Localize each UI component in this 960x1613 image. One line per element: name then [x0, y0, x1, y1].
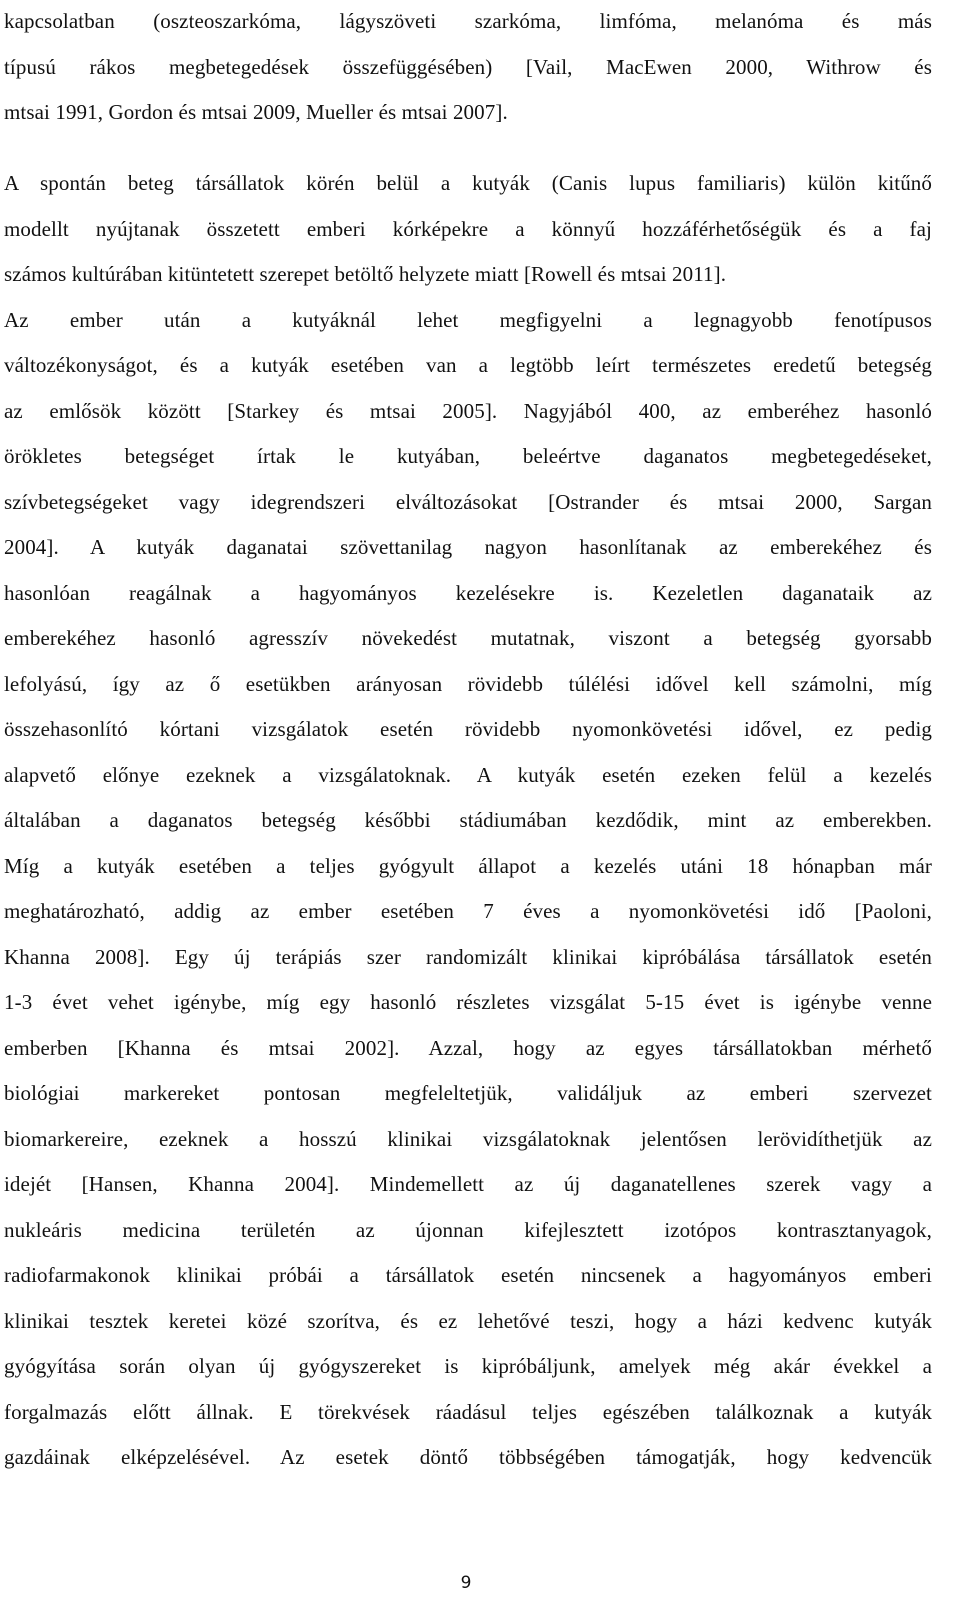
text-line: emberben [Khanna és mtsai 2002]. Azzal, hogy az egyes társállatokban mérhető [4, 1035, 932, 1060]
text-line: biomarkereire, ezeknek a hosszú klinikai vizsgálatoknak jelentősen lerövidíthetjük az [4, 1126, 932, 1151]
text-line: örökletes betegséget írtak le kutyában, beleértve daganatos megbetegedéseket, [4, 444, 932, 468]
page-number: 9 [460, 1573, 472, 1593]
text-line: mtsai 1991, Gordon és mtsai 2009, Mueller és mtsai 2007]. [4, 100, 508, 124]
text-line: A spontán beteg társállatok körén belül a kutyák (Canis lupus familiaris) külön kitűnő [4, 171, 932, 195]
text-line: biológiai markereket pontosan megfeleltetjük, validáljuk az emberi szervezet [4, 1081, 932, 1105]
text-line: Khanna 2008]. Egy új terápiás szer randomizált klinikai kipróbálása társállatok esetén [4, 944, 932, 969]
text-line: klinikai tesztek keretei közé szorítva, és ez lehetővé teszi, hogy a házi kedvenc kutyák [4, 1308, 932, 1333]
text-line: meghatározható, addig az ember esetében 7 éves a nyomonkövetési idő [Paoloni, [4, 899, 932, 923]
text-line: típusú rákos megbetegedések összefüggésében) [Vail, MacEwen 2000, Withrow és [4, 54, 932, 79]
text-line: általában a daganatos betegség későbbi stádiumában kezdődik, mint az emberekben. [4, 808, 932, 832]
text-line: gyógyítása során olyan új gyógyszereket is kipróbáljunk, amelyek még akár évekkel a [4, 1354, 932, 1378]
text-line: lefolyású, így az ő esetükben arányosan rövidebb túlélési idővel kell számolni, míg [4, 671, 932, 696]
text-line: nukleáris medicina területén az újonnan kifejlesztett izotópos kontrasztanyagok, [4, 1217, 932, 1242]
text-line: számos kultúrában kitüntetett szerepet betöltő helyzete miatt [Rowell és mtsai 2011]. [4, 262, 727, 286]
text-line: gazdáinak elképzelésével. Az esetek döntő többségében támogatják, hogy kedvencük [4, 1445, 932, 1469]
text-line: hasonlóan reagálnak a hagyományos kezelésekre is. Kezeletlen daganataik az [4, 580, 932, 605]
text-line: emberekéhez hasonló agresszív növekedést mutatnak, viszont a betegség gyorsabb [4, 626, 932, 650]
text-line: Az ember után a kutyáknál lehet megfigyelni a legnagyobb fenotípusos [4, 307, 932, 332]
paragraph-2 [4, 161, 932, 1481]
text-line: 2004]. A kutyák daganatai szövettanilag nagyon hasonlítanak az emberekéhez és [4, 535, 932, 559]
text-line: Míg a kutyák esetében a teljes gyógyult állapot a kezelés utáni 18 hónapban már [4, 853, 932, 878]
text-line: 1-3 évet vehet igénybe, míg egy hasonló részletes vizsgálat 5-15 évet is igénybe venne [4, 990, 932, 1014]
text-line: az emlősök között [Starkey és mtsai 2005]. Nagyjából 400, az emberéhez hasonló [4, 398, 932, 423]
text-line: kapcsolatban (oszteoszarkóma, lágyszöveti szarkóma, limfóma, melanóma és más [4, 9, 932, 33]
text-line: idejét [Hansen, Khanna 2004]. Mindemellett az új daganatellenes szerek vagy a [4, 1172, 932, 1196]
text-line: radiofarmakonok klinikai próbái a társállatok esetén nincsenek a hagyományos emberi [4, 1263, 932, 1287]
text-line: alapvető előnye ezeknek a vizsgálatoknak. A kutyák esetén ezeken felül a kezelés [4, 762, 932, 787]
text-line: összehasonlító kórtani vizsgálatok esetén rövidebb nyomonkövetési idővel, ez pedig [4, 717, 932, 741]
text-line: változékonyságot, és a kutyák esetében van a legtöbb leírt természetes eredetű betegség [4, 353, 932, 377]
text-line: forgalmazás előtt állnak. E törekvések ráadásul teljes egészében találkoznak a kutyák [4, 1399, 932, 1424]
text-line: modellt nyújtanak összetett emberi kórképekre a könnyű hozzáférhetőségük és a faj [4, 216, 932, 241]
text-line: szívbetegségeket vagy idegrendszeri elváltozásokat [Ostrander és mtsai 2000, Sargan [4, 489, 932, 514]
paragraph-1 [4, 0, 932, 136]
